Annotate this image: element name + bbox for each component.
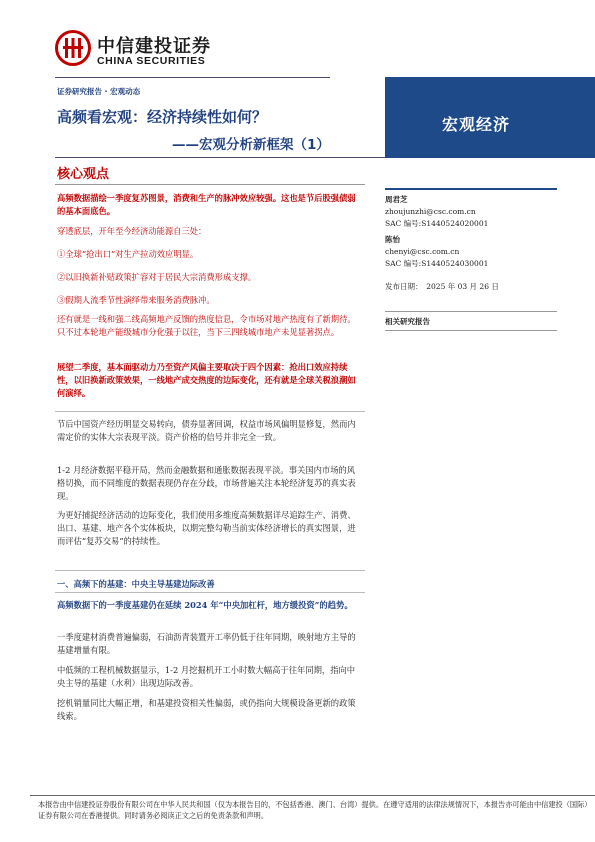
company-logo — [55, 28, 225, 72]
author-sac-id: SAC 编号:S1440524020001 — [385, 219, 489, 228]
section-lead: 高频数据下的一季度基建仍在延续 2024 年“中央加杠杆，地方缓投资”的趋势。 — [57, 600, 353, 610]
related-divider-bottom — [385, 330, 557, 331]
author-email[interactable]: zhoujunzhi@csc.com.cn — [385, 207, 476, 216]
section-divider — [55, 570, 365, 571]
core-point-1: ①全球“抢出口”对生产拉动效应明显。 — [57, 249, 199, 259]
core-point-2: ②以旧换新补贴政策扩容对于居民大宗消费形成支撑。 — [57, 272, 257, 282]
body-paragraph: 挖机销量同比大幅正增，和基建投资相关性偏弱，或仍指向大规模设备更新的政策线索。 — [57, 698, 356, 721]
category-banner — [385, 77, 595, 158]
report-title: 高频看宏观：经济持续性如何？ — [57, 108, 268, 126]
footer-divider — [30, 795, 595, 796]
body-paragraph: 为更好捕捉经济活动的边际变化，我们使用多维度高频数据详尽追踪生产、消费、出口、基建、地产各个实体板块，以期完整勾勒当前实体经济增长的真实图景，进而评估“复苏交易”的持续性。 — [57, 510, 356, 546]
body-paragraph: 1-2 月经济数据平稳开局，然而金融数据和通胀数据表现平淡。事关国内市场的风格切换，而不同维度的数据表现仍存在分歧，市场普遍关注本轮经济复苏的真实表现。 — [57, 465, 356, 501]
logo-chinese-name: 中信建投证券 — [97, 36, 211, 57]
report-series: 证券研究报告 · 宏观动态 — [57, 87, 141, 96]
related-divider-top — [385, 311, 557, 312]
body-paragraph: 节后中国资产经历明显交易转向，债券显著回调，权益市场风偏明显修复，然而内需定价的实体大宗表现平淡。资产价格的信号并非完全一致。 — [57, 419, 356, 442]
related-reports-heading: 相关研究报告 — [385, 317, 430, 326]
core-divider — [55, 184, 365, 185]
core-end-divider — [55, 411, 365, 412]
core-point-3: ③假期人流季节性演绎带来服务消费脉冲。 — [57, 295, 215, 305]
author-divider — [385, 188, 557, 190]
footer-disclaimer: 本报告由中信建投证券股份有限公司在中华人民共和国（仅为本报告目的，不包括香港、澳门、台湾）提供。在遵守适用的法律法规情况下，本报告亦可能由中信建投（国际）证券有限公司在香港提供。同时请务必阅读正文之后的免责条款和声明。 — [38, 800, 592, 820]
author-email[interactable]: chenyi@csc.com.cn — [385, 247, 460, 256]
author-sac-id: SAC 编号:S1440524030001 — [385, 259, 489, 268]
section-heading: 一、高频下的基建：中央主导基建边际改善 — [57, 579, 215, 589]
body-paragraph: 一季度建材消费普遍偏弱，石油沥青装置开工率仍低于往年同期，映射地方主导的基建增量有限。 — [57, 632, 356, 655]
header-divider — [55, 77, 330, 78]
core-text-property: 还有就是一线和强二线高频地产反馈的热度信息，令市场对地产热度有了新期待。只不过本轮地产能级城市分化强于以往，当下三四线城市地产未见显著拐点。 — [57, 314, 356, 337]
logo-english-name: CHINA SECURITIES — [97, 55, 206, 67]
report-subtitle: ——宏观分析新框架（1） — [172, 137, 330, 153]
body-paragraph: 中低频的工程机械数据显示，1-2 月挖掘机开工小时数大幅高于往年同期，指向中央主导的基建（水利）出现边际改善。 — [57, 665, 356, 688]
core-heading: 核心观点 — [57, 167, 110, 182]
section-divider — [55, 592, 365, 593]
core-outlook: 展望二季度，基本面驱动力乃至资产风偏主要取决于四个因素：抢出口效应持续性，以旧换新政策效果，一线地产成交热度的边际变化，还有就是全球关税浪潮如何演绎。 — [57, 362, 356, 398]
core-text: 穿透底层，开年至今经济动能源自三处： — [57, 226, 207, 236]
csc-logo-icon — [55, 30, 91, 66]
author-name: 周君芝 — [385, 195, 408, 204]
publish-date: 发布日期： 2025 年 03 月 26 日 — [385, 282, 499, 291]
title-divider — [55, 157, 385, 158]
author-name: 陈怡 — [385, 235, 400, 244]
category-label: 宏观经济 — [442, 115, 511, 134]
core-summary: 高频数据描绘一季度复苏图景，消费和生产的脉冲效应较强。这也是节后股强债弱的基本面底色。 — [57, 193, 356, 216]
